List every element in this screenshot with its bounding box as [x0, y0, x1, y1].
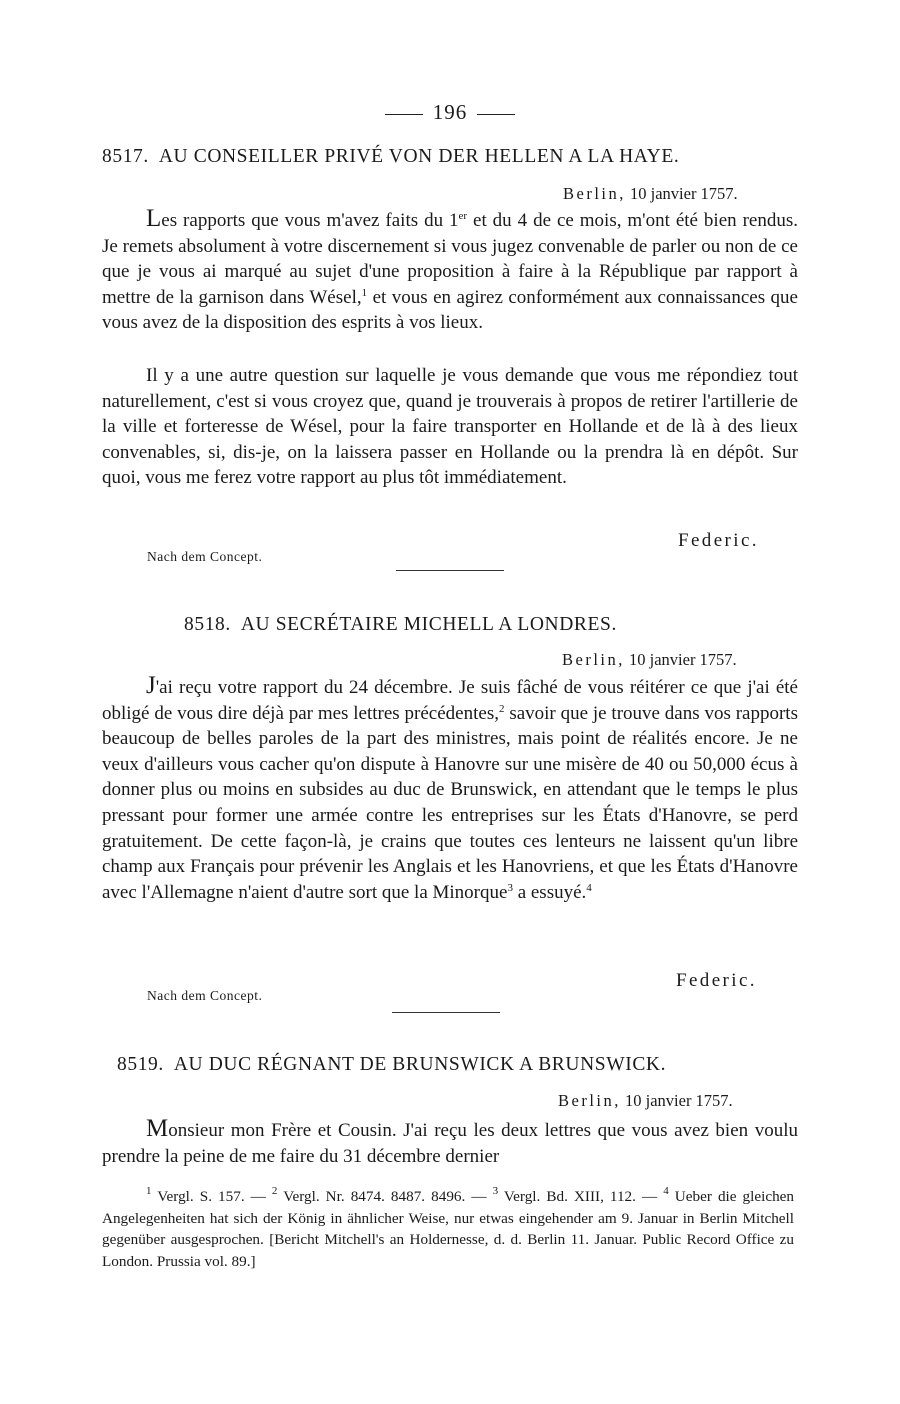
signature: Federic. — [678, 530, 759, 551]
letter-title: AU CONSEILLER PRIVÉ VON DER HELLEN A LA HAYE. — [158, 146, 680, 167]
source-note: Nach dem Concept. — [147, 988, 263, 1003]
footnote-marker: 2 — [271, 1185, 278, 1197]
footnote-text: Vergl. Bd. XIII, 112. — — [498, 1188, 664, 1205]
page-header — [0, 100, 900, 125]
footnotes — [102, 1186, 794, 1272]
section-divider — [392, 1012, 500, 1013]
source-note: Nach dem Concept. — [147, 549, 263, 564]
superscript: er — [458, 210, 468, 222]
paragraph-text: a essuyé. — [512, 881, 587, 903]
dateline-city: Berlin, — [562, 650, 625, 669]
letter-title: AU DUC RÉGNANT DE BRUNSWICK A BRUNSWICK. — [173, 1054, 667, 1075]
footnote-ref: 2 — [498, 702, 505, 715]
dateline-date: 10 janvier 1757. — [625, 1091, 733, 1110]
dateline-date: 10 janvier 1757. — [629, 650, 737, 669]
paragraph-text: onsieur mon Frère et Cousin. J'ai reçu les deux lettres que vous avez bien voulu prendre la peine de me faire du 31 décembre dernier — [102, 1120, 798, 1167]
dateline-city: Berlin, — [558, 1091, 621, 1110]
paragraph-text: et du 4 de ce mois, m'ont été bien rendus. Je remets absolument à votre discernement si vous jugez convenable de parler ou non de ce que je vous ai marqué au sujet d'une proposition à faire à la République par rapport à mettre de la garnison dans Wésel, — [102, 210, 798, 308]
letter-8517-paragraph-2: Il y a une autre question sur laquelle je vous demande que vous me répondiez tout naturellement, c'est si vous croyez que, quand je trouverais à propos de retirer l'artillerie de la ville et forteresse de Wésel, pour la faire transporter en Hollande et de là à des lieux convenables, si, dis-je, on la laissera passer en Hollande ou la prendra là en dépôt. Sur quoi, vous me ferez votre rapport au plus tôt immédiatement. — [102, 365, 798, 489]
letter-8517-paragraph-1 — [102, 206, 798, 336]
letter-dateline-8517 — [563, 184, 738, 204]
footnote-text: Vergl. S. 157. — — [151, 1188, 272, 1205]
paragraph-text: savoir que je trouve dans vos rapports beaucoup de belles paroles de la part des ministres, mais point de réalités encore. Je ne veux d'ailleurs vous cacher qu'on dispute à Hanovre sur une misère de 40 ou 50,000 écus à donner plus ou moins en subsides au duc de Brunswick, en attendant que le temps le plus pressant pour former une armée contre les entreprises sur les États d'Hanovre, se perd gratuitement. De cette façon-là, je crains que toutes ces lenteurs ne laissent qu'un libre champ aux Français pour prévenir les Anglais et les Hanovriens, et que les États d'Hanovre avec l'Allemagne n'aient d'autre sort que la Minorque — [102, 702, 798, 903]
initial-letter: M — [146, 1115, 169, 1142]
paragraph-text: et vous en agirez conformément aux connaissances que vous avez de la disposition des esprits à vos lieux. — [102, 286, 798, 334]
letter-number: 8517. — [102, 146, 149, 167]
footnote-marker: 1 — [146, 1185, 152, 1197]
letter-number: 8519. — [117, 1054, 164, 1075]
footnote-ref: 1 — [361, 286, 368, 299]
paragraph-text: es rapports que vous m'avez faits du 1 — [161, 210, 459, 231]
footnote-marker: 3 — [492, 1185, 499, 1197]
letter-8519-paragraph-1 — [102, 1116, 798, 1169]
dateline-city: Berlin, — [563, 184, 626, 203]
footnote-ref: 3 — [507, 881, 513, 894]
letter-title: AU SECRÉTAIRE MICHELL A LONDRES. — [240, 614, 617, 635]
letter-number: 8518. — [184, 614, 231, 635]
letter-heading-8517 — [102, 146, 679, 168]
initial-letter: J — [146, 672, 156, 699]
initial-letter: L — [146, 205, 162, 232]
letter-dateline-8519 — [558, 1091, 733, 1111]
paragraph-text: 'ai reçu votre rapport du 24 décembre. Je suis fâché de vous réitérer ce que j'ai été obligé de vous dire déjà par mes lettres précédentes, — [102, 677, 798, 724]
dateline-date: 10 janvier 1757. — [630, 184, 738, 203]
letter-heading-8519 — [117, 1054, 666, 1076]
page-number: 196 — [432, 100, 468, 124]
footnote-marker: 4 — [663, 1185, 669, 1197]
footnote-ref: 4 — [586, 881, 592, 894]
letter-heading-8518 — [184, 614, 617, 636]
section-divider — [396, 570, 504, 571]
header-dash-left — [385, 114, 423, 115]
letter-dateline-8518 — [562, 650, 737, 670]
footnote-text: Ueber die gleichen Angelegenheiten hat sich der König in ähnlicher Weise, nur etwas eingehender am 9. Januar in Berlin Mitchell gegenüber ausgesprochen. [Bericht Mitchell's an Holdernesse, d. d. Berlin 11. Januar. Public Record Office zu London. Prussia vol. 89.] — [102, 1188, 795, 1270]
footnote-text: Vergl. Nr. 8474. 8487. 8496. — — [277, 1188, 493, 1205]
signature: Federic. — [676, 970, 757, 991]
letter-8518-paragraph-1 — [102, 673, 798, 905]
header-dash-right — [477, 114, 515, 115]
